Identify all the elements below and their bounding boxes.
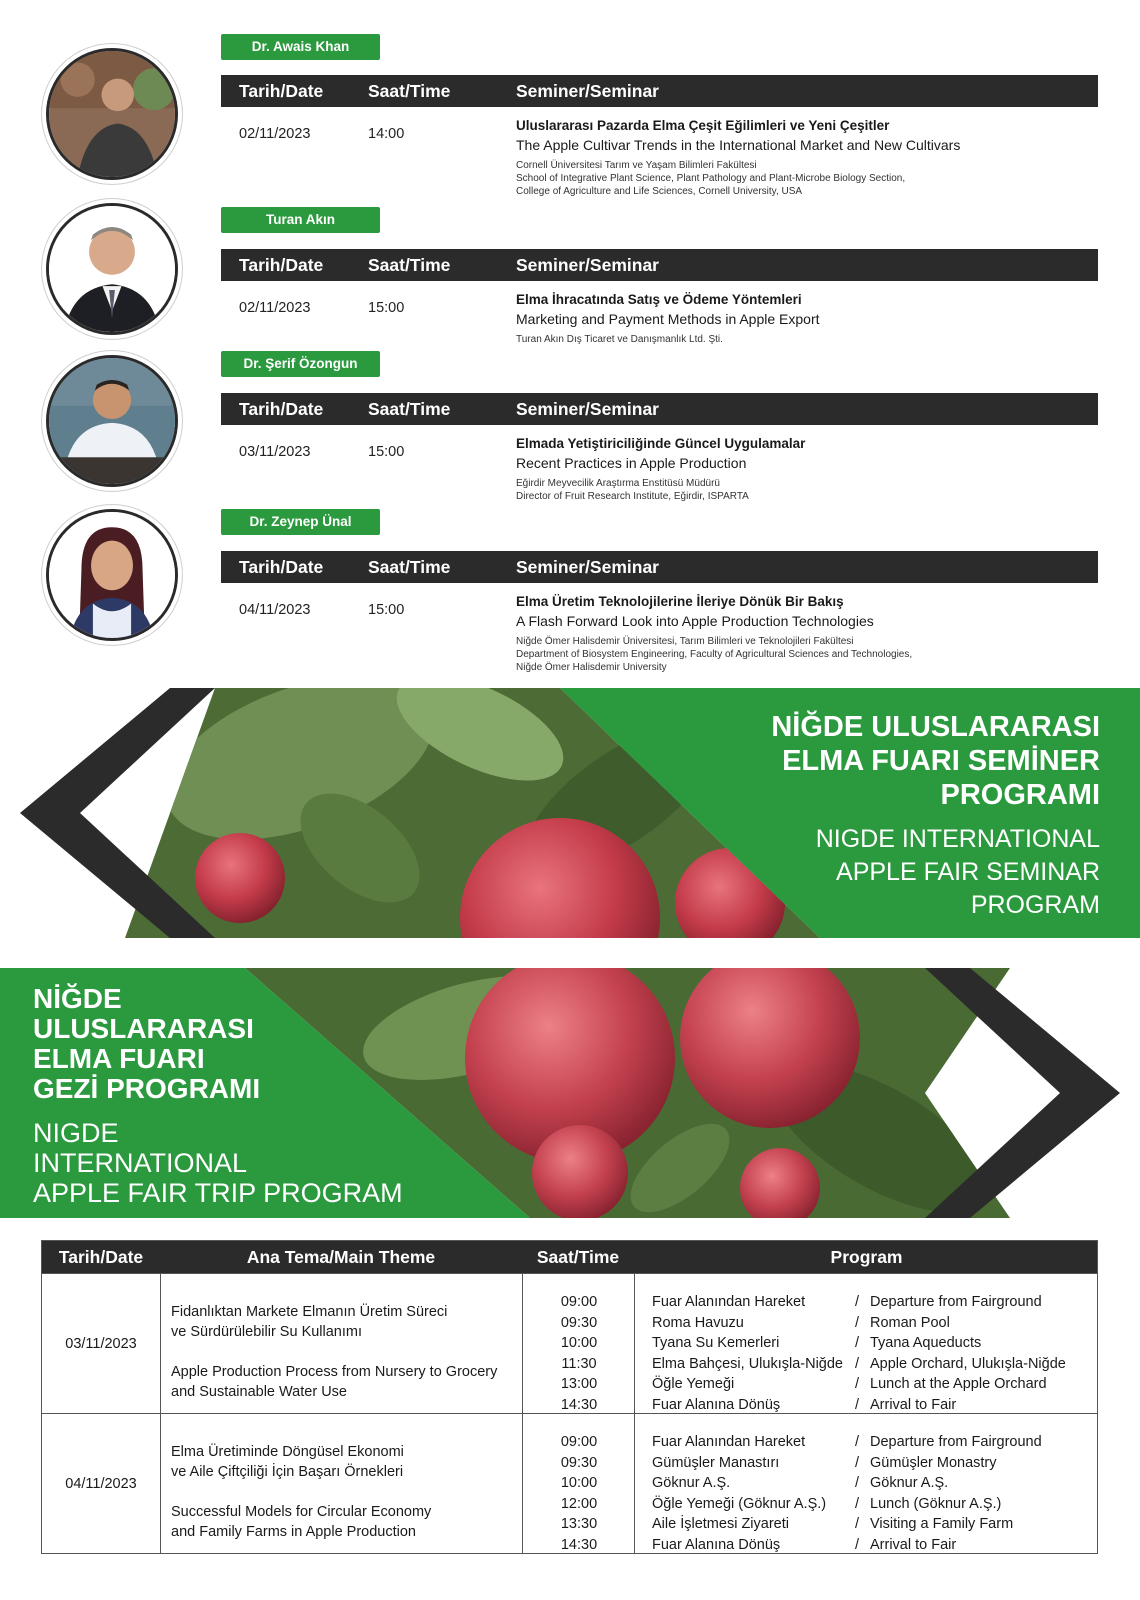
trip-time: 10:00	[560, 1335, 598, 1351]
trip-theme	[171, 1302, 521, 1402]
seminar-date-1: 02/11/2023	[239, 126, 311, 142]
seminar-title-en-3: Recent Practices in Apple Production	[516, 455, 747, 471]
seminar-title-en-4: A Flash Forward Look into Apple Production Technologies	[516, 613, 874, 629]
separator: /	[855, 1454, 860, 1471]
program-item-tr: Göknur A.Ş.	[652, 1475, 731, 1491]
banner-text-line: APPLE FAIR SEMINAR	[836, 858, 1100, 886]
program-item-en: Arrival to Fair	[870, 1396, 957, 1413]
header-date: Tarih/Date	[239, 557, 324, 577]
affiliation-line: Niğde Ömer Halisdemir Üniversitesi, Tarım Bilimleri ve Teknolojileri Fakültesi	[516, 636, 854, 647]
trip-time: 11:30	[561, 1355, 597, 1372]
separator: /	[855, 1396, 860, 1413]
affiliation-line: School of Integrative Plant Science, Plant Pathology and Plant-Microbe Biology Section,	[516, 173, 906, 184]
header-time: Saat/Time	[368, 255, 451, 275]
trip-time: 12:00	[560, 1495, 598, 1512]
seminar-title-tr-2: Elma İhracatında Satış ve Ödeme Yöntemleri	[516, 292, 802, 307]
theme-line: Fidanlıktan Markete Elmanın Üretim Süreci	[171, 1304, 448, 1320]
speaker-name-2: Turan Akın	[221, 207, 380, 233]
seminar-time-1: 14:00	[368, 126, 405, 142]
theme-line: and Sustainable Water Use	[171, 1384, 347, 1400]
separator: /	[855, 1376, 860, 1392]
seminar-details-4	[516, 592, 1106, 674]
program-item-en: Departure from Fairground	[870, 1434, 1042, 1450]
seminar-details-2	[516, 290, 1106, 346]
trip-times	[530, 1432, 628, 1555]
trip-time: 14:30	[560, 1536, 598, 1553]
program-item	[652, 1473, 1092, 1494]
program-item-en: Lunch (Göknur A.Ş.)	[870, 1495, 1002, 1512]
trip-program-list	[652, 1292, 1092, 1415]
speaker-photo-2	[46, 203, 178, 335]
column-divider	[634, 1414, 635, 1553]
program-item-en: Göknur A.Ş.	[870, 1475, 949, 1491]
header-date: Tarih/Date	[239, 399, 324, 419]
banner-text-line: APPLE FAIR TRIP PROGRAM	[33, 1178, 403, 1208]
header-seminar: Seminer/Seminar	[516, 81, 659, 101]
seminar-header-bar-3	[221, 393, 1098, 425]
seminar-header-bar-1	[221, 75, 1098, 107]
speaker-name-1: Dr. Awais Khan	[221, 34, 380, 60]
seminar-date-4: 04/11/2023	[239, 602, 311, 618]
program-item-en: Roman Pool	[870, 1314, 950, 1331]
trip-date: 03/11/2023	[65, 1336, 137, 1352]
header-date: Tarih/Date	[239, 255, 324, 275]
program-item-tr: Aile İşletmesi Ziyareti	[652, 1516, 789, 1532]
trip-table-header	[42, 1241, 1097, 1273]
separator: /	[855, 1335, 860, 1351]
program-item	[652, 1333, 1092, 1354]
program-item-en: Departure from Fairground	[870, 1294, 1042, 1310]
banner-text-line: ELMA FUARI	[33, 1043, 205, 1074]
seminar-header-bar-4	[221, 551, 1098, 583]
trip-header-time: Saat/Time	[536, 1247, 620, 1267]
header-time: Saat/Time	[368, 557, 451, 577]
seminar-banner-title-en	[816, 823, 1100, 922]
separator: /	[855, 1516, 860, 1532]
trip-time: 09:00	[560, 1294, 598, 1310]
program-item	[652, 1494, 1092, 1515]
speaker-photo-4	[46, 509, 178, 641]
affiliation-line: College of Agriculture and Life Sciences, Cornell University, USA	[516, 186, 803, 197]
banner-text-line: NİĞDE	[33, 983, 122, 1014]
column-divider	[160, 1274, 161, 1413]
seminar-time-4: 15:00	[368, 602, 405, 618]
speaker-photo-3	[46, 355, 178, 487]
program-item	[652, 1313, 1092, 1334]
trip-date: 04/11/2023	[65, 1476, 137, 1492]
separator: /	[855, 1475, 860, 1491]
program-item	[652, 1292, 1092, 1313]
seminar-details-3	[516, 434, 1106, 503]
program-item	[652, 1453, 1092, 1474]
table-row	[42, 1273, 1097, 1413]
program-item-tr: Gümüşler Manastırı	[652, 1454, 780, 1471]
banner-text-line: ULUSLARARASI	[33, 1013, 254, 1044]
column-divider	[522, 1274, 523, 1413]
affiliation-line: Turan Akın Dış Ticaret ve Danışmanlık Ltd. Şti.	[516, 334, 723, 345]
trip-program-table	[41, 1240, 1098, 1554]
header-time: Saat/Time	[368, 81, 451, 101]
seminar-title-tr-3: Elmada Yetiştiriciliğinde Güncel Uygulamalar	[516, 436, 806, 451]
program-item-en: Gümüşler Monastry	[870, 1454, 997, 1471]
separator: /	[855, 1536, 860, 1553]
trip-time: 09:30	[560, 1314, 598, 1331]
program-item-tr: Fuar Alanına Dönüş	[652, 1396, 781, 1413]
affiliation-line: Cornell Üniversitesi Tarım ve Yaşam Bilimleri Fakültesi	[516, 160, 757, 171]
program-item	[652, 1535, 1092, 1556]
separator: /	[855, 1495, 860, 1512]
banner-text-line: NIGDE INTERNATIONAL	[815, 825, 1100, 853]
seminar-time-3: 15:00	[368, 444, 405, 460]
seminar-date-3: 03/11/2023	[239, 444, 311, 460]
separator: /	[855, 1294, 860, 1310]
program-item	[652, 1354, 1092, 1375]
header-time: Saat/Time	[368, 399, 451, 419]
speaker-name-4: Dr. Zeynep Ünal	[221, 509, 380, 535]
trip-theme	[171, 1442, 521, 1542]
trip-banner-title-tr	[33, 984, 260, 1104]
affiliation-line: Eğirdir Meyvecilik Araştırma Enstitüsü Müdürü	[516, 478, 720, 489]
header-seminar: Seminer/Seminar	[516, 399, 659, 419]
header-date: Tarih/Date	[239, 81, 324, 101]
program-item-tr: Fuar Alanından Hareket	[652, 1434, 806, 1450]
header-seminar: Seminer/Seminar	[516, 255, 659, 275]
program-item-en: Tyana Aqueducts	[870, 1335, 982, 1351]
banner-text-line: PROGRAM	[970, 891, 1100, 919]
program-item	[652, 1514, 1092, 1535]
seminar-title-tr-4: Elma Üretim Teknolojilerine İleriye Dönük Bir Bakış	[516, 594, 844, 609]
separator: /	[855, 1314, 860, 1331]
program-item	[652, 1395, 1092, 1416]
program-item-tr: Öğle Yemeği	[652, 1376, 735, 1392]
trip-time: 14:30	[560, 1396, 598, 1413]
banner-text-line: PROGRAMI	[940, 779, 1100, 811]
column-divider	[634, 1274, 635, 1413]
trip-header-theme: Ana Tema/Main Theme	[246, 1247, 436, 1267]
trip-times	[530, 1292, 628, 1415]
seminar-title-tr-1: Uluslararası Pazarda Elma Çeşit Eğilimleri ve Yeni Çeşitler	[516, 118, 890, 133]
banner-text-line: GEZİ PROGRAMI	[33, 1073, 261, 1104]
header-seminar: Seminer/Seminar	[516, 557, 659, 577]
trip-header-date: Tarih/Date	[58, 1247, 144, 1267]
affiliation-line: Director of Fruit Research Institute, Eğirdir, ISPARTA	[516, 491, 749, 502]
affiliation-line: Department of Biosystem Engineering, Faculty of Agricultural Sciences and Technologies,	[516, 649, 913, 660]
program-item-tr: Tyana Su Kemerleri	[652, 1335, 780, 1351]
separator: /	[855, 1434, 860, 1450]
banner-text-line: NİĞDE ULUSLARARASI	[771, 711, 1100, 743]
trip-time: 13:00	[560, 1376, 598, 1392]
seminar-time-2: 15:00	[368, 300, 405, 316]
trip-time: 09:30	[560, 1454, 598, 1471]
program-item-tr: Roma Havuzu	[652, 1314, 744, 1331]
banner-text-line: NIGDE	[33, 1118, 119, 1148]
theme-line: Successful Models for Circular Economy	[171, 1504, 432, 1520]
theme-line: Apple Production Process from Nursery to Grocery	[171, 1364, 498, 1380]
program-item-tr: Elma Bahçesi, Ulukışla-Niğde	[652, 1355, 843, 1372]
column-divider	[522, 1414, 523, 1553]
theme-line: ve Sürdürülebilir Su Kullanımı	[171, 1324, 363, 1340]
trip-program-list	[652, 1432, 1092, 1555]
program-item-en: Apple Orchard, Ulukışla-Niğde	[870, 1355, 1066, 1372]
trip-time: 13:30	[560, 1516, 598, 1532]
seminar-details-1	[516, 116, 1106, 198]
theme-line: ve Aile Çiftçiliği İçin Başarı Örnekleri	[171, 1464, 404, 1480]
seminar-program-banner	[0, 688, 1140, 938]
program-item-tr: Fuar Alanından Hareket	[652, 1294, 806, 1310]
program-item-en: Arrival to Fair	[870, 1536, 957, 1553]
separator: /	[855, 1355, 860, 1372]
program-item-tr: Öğle Yemeği (Göknur A.Ş.)	[652, 1495, 827, 1512]
theme-line: Elma Üretiminde Döngüsel Ekonomi	[171, 1444, 404, 1460]
trip-program-banner	[0, 968, 1140, 1218]
trip-time: 09:00	[560, 1434, 598, 1450]
column-divider	[160, 1414, 161, 1553]
seminar-header-bar-2	[221, 249, 1098, 281]
seminar-title-en-1: The Apple Cultivar Trends in the International Market and New Cultivars	[516, 137, 961, 153]
seminar-title-en-2: Marketing and Payment Methods in Apple Export	[516, 311, 820, 327]
trip-banner-title-en	[33, 1118, 403, 1208]
affiliation-line: Niğde Ömer Halisdemir University	[516, 662, 667, 673]
program-item-tr: Fuar Alanına Dönüş	[652, 1536, 781, 1553]
trip-time: 10:00	[560, 1475, 598, 1491]
program-item	[652, 1374, 1092, 1395]
banner-text-line: ELMA FUARI SEMİNER	[782, 745, 1100, 777]
table-row	[42, 1413, 1097, 1553]
speaker-name-3: Dr. Şerif Özongun	[221, 351, 380, 377]
theme-line: and Family Farms in Apple Production	[171, 1524, 416, 1540]
program-item	[652, 1432, 1092, 1453]
seminar-date-2: 02/11/2023	[239, 300, 311, 316]
banner-text-line: INTERNATIONAL	[33, 1148, 248, 1178]
program-item-en: Visiting a Family Farm	[870, 1516, 1014, 1532]
seminar-banner-title-tr	[771, 710, 1100, 812]
trip-header-program: Program	[830, 1247, 903, 1267]
program-item-en: Lunch at the Apple Orchard	[870, 1376, 1047, 1392]
speaker-photo-1	[46, 48, 178, 180]
